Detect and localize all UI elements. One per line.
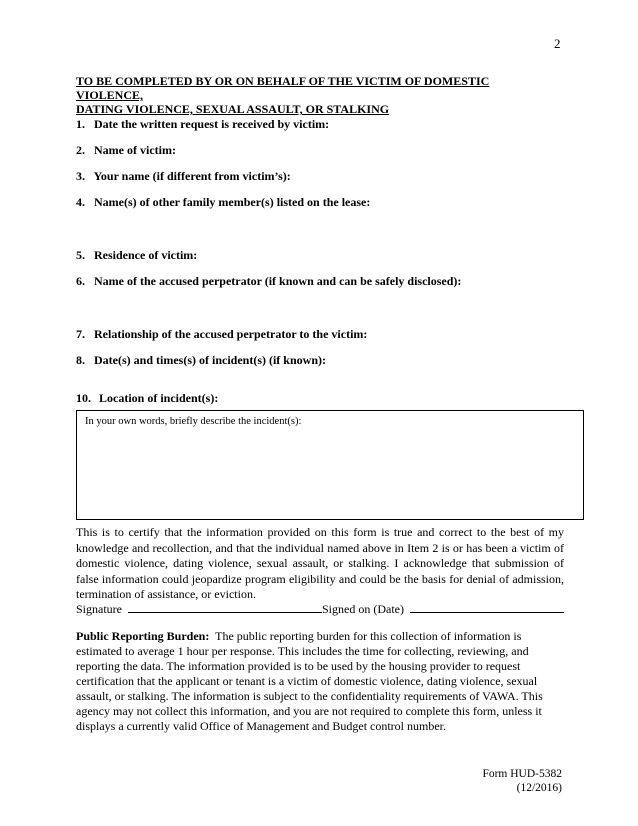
item-label: Residence of victim: bbox=[94, 248, 198, 262]
item-number: 10. bbox=[76, 391, 91, 405]
page-number: 2 bbox=[554, 36, 561, 51]
certification-statement: This is to certify that the information provided on this form is true and correct to the best of my knowledge and recollection, and that the individual named above in Item 2 is or has been a victim of domestic violence, dating violence, sexual assault, or stalking. I acknowledge that submission of false information could jeopardize program eligibility and could be the basis for denial of admission, termination of assistance, or eviction. bbox=[76, 525, 564, 601]
item-number: 6. bbox=[76, 274, 85, 288]
form-footer bbox=[420, 767, 562, 795]
item-number: 3. bbox=[76, 169, 85, 183]
item-1-request-date bbox=[76, 117, 329, 132]
item-3-your-name bbox=[76, 169, 291, 184]
burden-title: Public Reporting Burden: bbox=[76, 629, 210, 643]
item-number: 5. bbox=[76, 248, 85, 262]
burden-text: The public reporting burden for this collection of information is estimated to average 1 hour per response. This includes the time for collecting, reviewing, and reporting the data. The information provided is to be used by the housing provider to request certification that the applicant or tenant is a victim of domestic violence, dating violence, sexual assault, or stalking. The information is subject to the confidentiality requirements of VAWA. This agency may not collect this information, and you are not required to complete this form, unless it displays a currently valid Office of Management and Budget control number. bbox=[76, 629, 543, 733]
item-number: 4. bbox=[76, 195, 85, 209]
item-8-incident-dates bbox=[76, 353, 326, 368]
item-label: Relationship of the accused perpetrator to the victim: bbox=[94, 327, 368, 341]
item-label: Date the written request is received by victim: bbox=[94, 117, 330, 131]
public-reporting-burden bbox=[76, 629, 564, 734]
item-label: Name of victim: bbox=[94, 143, 176, 157]
signature-line[interactable] bbox=[128, 601, 322, 613]
item-number: 8. bbox=[76, 353, 85, 367]
item-label: Name of the accused perpetrator (if known and can be safely disclosed): bbox=[94, 274, 462, 288]
signed-on-label: Signed on (Date) bbox=[322, 602, 404, 616]
heading-line-2: DATING VIOLENCE, SEXUAL ASSAULT, OR STALKING bbox=[76, 102, 390, 116]
incident-description-box[interactable] bbox=[76, 410, 584, 520]
form-heading bbox=[76, 74, 556, 116]
signature-label: Signature bbox=[76, 602, 122, 616]
signed-date-line[interactable] bbox=[410, 601, 564, 613]
item-4-family-members bbox=[76, 195, 370, 210]
item-label: Your name (if different from victim’s): bbox=[93, 169, 291, 183]
item-number: 7. bbox=[76, 327, 85, 341]
item-10-location bbox=[76, 391, 218, 406]
item-6-accused-name bbox=[76, 274, 461, 289]
incident-description-prompt: In your own words, briefly describe the incident(s): bbox=[85, 416, 302, 427]
form-id: Form HUD-5382 bbox=[482, 768, 562, 780]
item-2-victim-name bbox=[76, 143, 176, 158]
item-number: 1. bbox=[76, 117, 85, 131]
heading-line-1: TO BE COMPLETED BY OR ON BEHALF OF THE VICTIM OF DOMESTIC VIOLENCE, bbox=[76, 74, 490, 102]
item-label: Name(s) of other family member(s) listed on the lease: bbox=[94, 195, 371, 209]
item-7-relationship bbox=[76, 327, 367, 342]
signature-row bbox=[76, 601, 564, 617]
item-number: 2. bbox=[76, 143, 85, 157]
item-5-residence bbox=[76, 248, 197, 263]
item-label: Date(s) and times(s) of incident(s) (if known): bbox=[94, 353, 326, 367]
form-date: (12/2016) bbox=[516, 782, 562, 794]
item-label: Location of incident(s): bbox=[99, 391, 219, 405]
